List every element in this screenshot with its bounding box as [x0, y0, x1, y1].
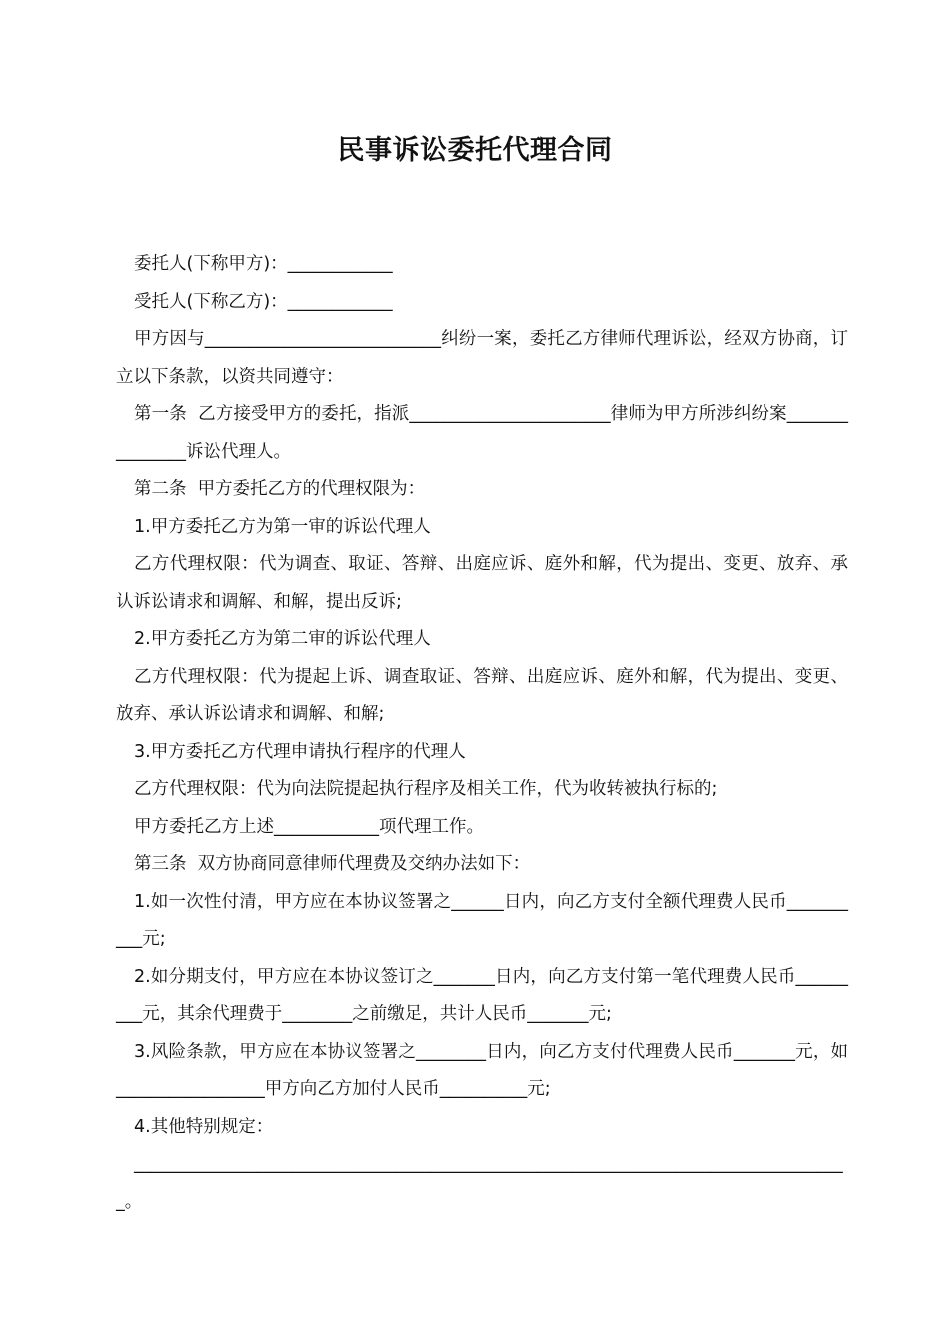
paragraph-authority-2: 乙方代理权限：代为提起上诉、调查取证、答辩、出庭应诉、庭外和解，代为提出、变更、放弃、承认诉讼请求和调解、和解;: [116, 666, 848, 724]
paragraph-fee-3: 3.风险条款，甲方应在本协议签署之________日内，向乙方支付代理费人民币_______元，如_________________甲方向乙方加付人民币__________元;: [116, 1041, 848, 1099]
paragraph-item-2-1: 1.甲方委托乙方为第一审的诉讼代理人: [134, 516, 431, 537]
paragraph-special-terms-blank: __________________________________________________________________________________。: [116, 1154, 843, 1212]
paragraph-article-2: 第二条 甲方委托乙方的代理权限为：: [134, 479, 426, 499]
paragraph-fee-4: 4.其他特别规定：: [134, 1116, 274, 1137]
paragraph-client: 委托人(下称甲方)：____________: [134, 254, 393, 274]
paragraph-item-2-3: 3.甲方委托乙方代理申请执行程序的代理人: [134, 741, 466, 762]
paragraph-fee-2: 2.如分期支付，甲方应在本协议签订之_______日内，向乙方支付第一笔代理费人民币_________元，其余代理费于________之前缴足，共计人民币_______元;: [116, 966, 848, 1024]
paragraph-agent: 受托人(下称乙方)：____________: [134, 291, 393, 312]
paragraph-authority-1: 乙方代理权限：代为调查、取证、答辩、出庭应诉、庭外和解，代为提出、变更、放弃、承认诉讼请求和调解、和解，提出反诉;: [116, 554, 848, 612]
paragraph-article-1: 第一条 乙方接受甲方的委托，指派_______________________律师为甲方所涉纠纷案_______________诉讼代理人。: [116, 404, 848, 462]
document-body: [116, 246, 848, 1221]
paragraph-article-3: 第三条 双方协商同意律师代理费及交纳办法如下：: [134, 854, 531, 874]
paragraph-authority-3: 乙方代理权限：代为向法院提起执行程序及相关工作，代为收转被执行标的;: [134, 779, 718, 799]
document-title: 民事诉讼委托代理合同: [337, 135, 613, 166]
paragraph-fee-1: 1.如一次性付清，甲方应在本协议签署之______日内，向乙方支付全额代理费人民币__________元;: [116, 891, 848, 949]
paragraph-intro: 甲方因与___________________________纠纷一案，委托乙方律师代理诉讼，经双方协商，订立以下条款，以资共同遵守：: [116, 329, 848, 387]
paragraph-item-2-2: 2.甲方委托乙方为第二审的诉讼代理人: [134, 629, 431, 649]
paragraph-scope: 甲方委托乙方上述____________项代理工作。: [134, 816, 484, 837]
